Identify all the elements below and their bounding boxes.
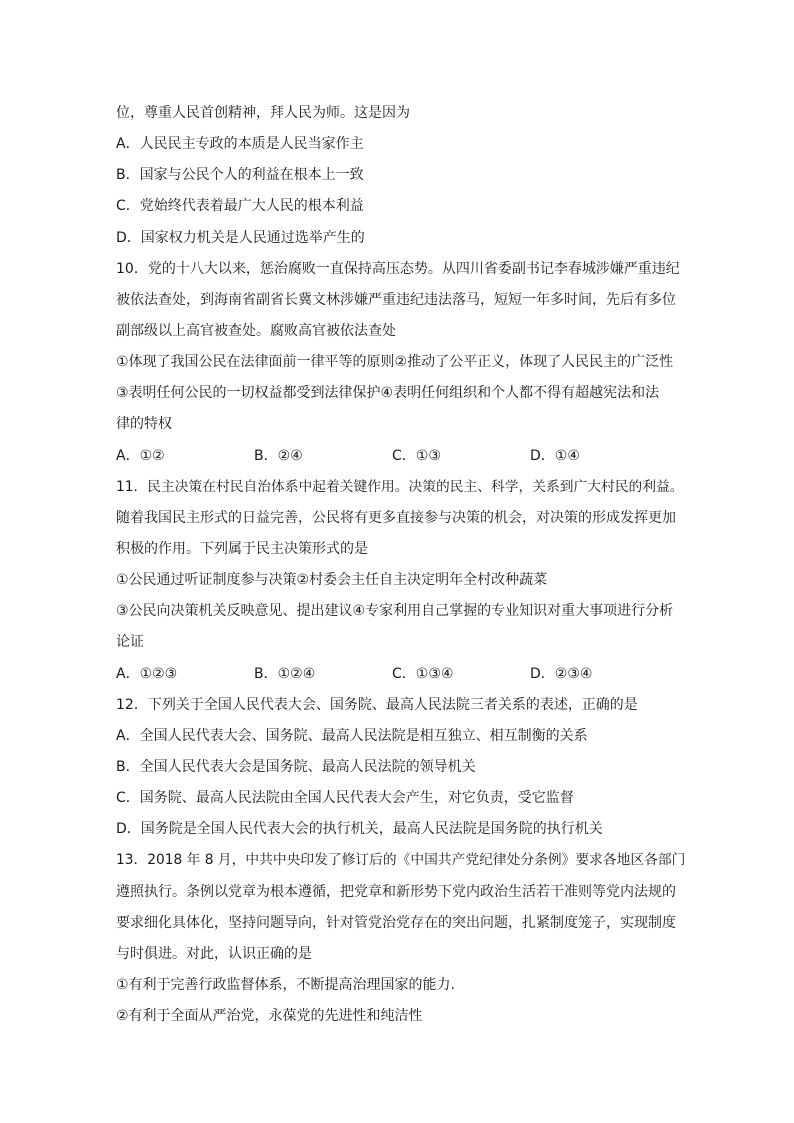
q9-option-c: C．党始终代表着最广大人民的根本利益	[116, 198, 364, 214]
q10-item-line-3: 律的特权	[116, 416, 172, 432]
q13-stem-line-1: 13．2018 年 8 月，中共中央印发了修订后的《中国共产党纪律处分条例》要求各地区各部门	[116, 852, 686, 868]
q11-choice-a: A．①②③	[116, 666, 178, 682]
q11-choice-d: D．②③④	[530, 666, 593, 682]
q13-stem-line-2: 遵照执行。条例以党章为根本遵循，把党章和新形势下党内政治生活若干准则等党内法规的	[116, 884, 676, 900]
q11-stem-line-3: 积极的作用。下列属于民主决策形式的是	[116, 541, 368, 557]
q13-item-2: ②有利于全面从严治党，永葆党的先进性和纯洁性	[116, 1008, 423, 1024]
q12-option-b: B．全国人民代表大会是国务院、最高人民法院的领导机关	[116, 759, 476, 775]
q13-stem-line-4: 与时俱进。对此，认识正确的是	[116, 946, 312, 962]
q9-option-b: B．国家与公民个人的利益在根本上一致	[116, 167, 364, 183]
q11-stem-line-1: 11．民主决策在村民自治体系中起着关键作用。决策的民主、科学，关系到广大村民的利益。	[116, 479, 684, 495]
q11-item-line-1: ①公民通过听证制度参与决策②村委会主任自主决定明年全村改种蔬菜	[116, 572, 548, 588]
q10-stem-line-3: 副部级以上高官被查处。腐败高官被依法查处	[116, 323, 396, 339]
q11-choice-b: B．①②④	[254, 666, 316, 682]
q10-stem-line-2: 被依法查处，到海南省副省长冀文林涉嫌严重违纪违法落马，短短一年多时间，先后有多位	[116, 292, 676, 308]
q9-option-d: D．国家权力机关是人民通过选举产生的	[116, 230, 365, 246]
q12-option-c: C．国务院、最高人民法院由全国人民代表大会产生，对它负责，受它监督	[116, 790, 574, 806]
q11-item-line-2: ③公民向决策机关反映意见、提出建议④专家利用自己掌握的专业知识对重大事项进行分析	[116, 603, 674, 619]
q12-option-d: D．国务院是全国人民代表大会的执行机关，最高人民法院是国务院的执行机关	[116, 821, 603, 837]
q10-item-line-1: ①体现了我国公民在法律面前一律平等的原则②推动了公平正义，体现了人民民主的广泛性	[116, 354, 674, 370]
q9-option-a: A．人民民主专政的本质是人民当家作主	[116, 136, 364, 152]
q10-choices	[116, 447, 686, 465]
q12-option-a: A．全国人民代表大会、国务院、最高人民法院是相互独立、相互制衡的关系	[116, 728, 588, 744]
q9-stem-continuation: 位，尊重人民首创精神，拜人民为师。这是因为	[116, 105, 410, 121]
q10-choice-b: B．②④	[254, 448, 303, 464]
q11-stem-line-2: 随着我国民主形式的日益完善，公民将有更多直接参与决策的机会，对决策的形成发挥更加	[116, 510, 676, 526]
q11-choice-c: C．①③④	[392, 666, 454, 682]
q10-item-line-2: ③表明任何公民的一切权益都受到法律保护④表明任何组织和个人都不得有超越宪法和法	[116, 385, 660, 401]
q13-stem-line-3: 要求细化具体化，坚持问题导向，针对管党治党存在的突出问题，扎紧制度笼子，实现制度	[116, 915, 676, 931]
q11-choices	[116, 665, 686, 683]
q12-stem: 12．下列关于全国人民代表大会、国务院、最高人民法院三者关系的表述，正确的是	[116, 697, 638, 713]
q10-choice-d: D．①④	[530, 448, 580, 464]
q11-item-line-3: 论证	[116, 634, 144, 650]
q10-stem-line-1: 10．党的十八大以来，惩治腐败一直保持高压态势。从四川省委副书记李春城涉嫌严重违纪	[116, 261, 680, 277]
q13-item-1: ①有利于完善行政监督体系，不断提高治理国家的能力.	[116, 977, 455, 993]
q10-choice-a: A．①②	[116, 448, 165, 464]
q10-choice-c: C．①③	[392, 448, 441, 464]
